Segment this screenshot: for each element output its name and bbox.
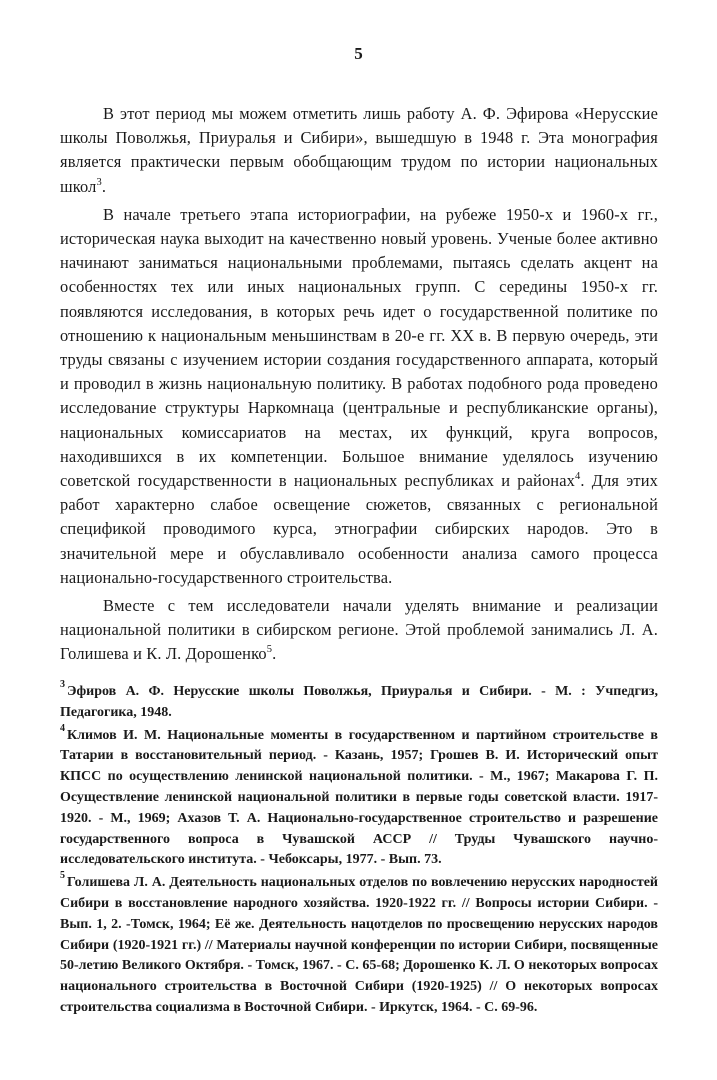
footnote-ref-4[interactable]: 4 — [574, 471, 581, 483]
paragraph-3-tail: . — [272, 644, 277, 664]
paragraph-3-text: Вместе с тем исследователи начали уделять внимание и реализации национальной политики в сибирском регионе. Этой проблемой занимались Л. А. Голишева и К. Л. Дорошенко — [60, 596, 658, 664]
footnote-3 — [60, 679, 658, 724]
footnote-4-text: Климов И. М. Национальные моменты в государственном и партийном строительстве в Татарии в восстановительный период. - Казань, 1957; Грошев В. И. Исторический опыт КПСС по осуществлению ленинской национальной политики. - М., 1967; Макарова Г. П. Осуществление ленинской национальной политики в первые годы советской власти. 1917-1920. - М., 1969; Ахазов Т. А. Национально-государственное строительство и разрешение государственного вопроса в Чувашской АССР // Труды Чувашского научно-исследовательского института. - Чебоксары, 1977. - Вып. 73. — [60, 727, 658, 868]
footnote-ref-5[interactable]: 5 — [266, 644, 273, 656]
main-text — [60, 102, 658, 671]
footnote-ref-3[interactable]: 3 — [96, 176, 102, 188]
footnote-mark-5: 5 — [60, 870, 65, 882]
paragraph-1-text: В этот период мы можем отметить лишь работу А. Ф. Эфирова «Нерусские школы Поволжья, Приуралья и Сибири», вышедшую в 1948 г. Эта монография является практически первым обобщающим трудом по истории национальных школ — [60, 104, 658, 196]
page-number: 5 — [354, 44, 363, 63]
footnotes — [60, 679, 658, 1021]
footnote-4 — [60, 722, 658, 872]
footnote-5 — [60, 870, 658, 1019]
footnote-3-text: Эфиров А. Ф. Нерусские школы Поволжья, Приуралья и Сибири. - М. : Учпедгиз, Педагогика, 1948. — [60, 684, 658, 720]
footnote-mark-4: 4 — [60, 722, 65, 734]
paragraph-1 — [60, 102, 658, 199]
paragraph-2-text: В начале третьего этапа историографии, на рубеже 1950-х и 1960-х гг., историческая наука выходит на качественно новый уровень. Ученые более активно начинают заниматься национальными проблемами, пытаясь сделать акцент на особенностях тех или иных национальных групп. С середины 1950-х гг. появляются исследования, в которых речь идет о государственной политике по отношению к национальным меньшинствам в 20-е гг. XX в. В первую очередь, эти труды связаны с изучением истории создания государственного аппарата, который и проводил в жизнь национальную политику. В работах подобного рода проведено исследование структуры Наркомнаца (центральные и республиканские органы), национальных комиссариатов на местах, их функций, круга вопросов, находившихся в их компетенции. Большое внимание уделялось изучению советской государственности в национальных республиках и районах — [60, 204, 658, 491]
paragraph-2-tail: . Для этих работ характерно слабое освещение сюжетов, связанных с региональной спецификой проводимого курса, этнографии сибирских народов. Это в значительной мере и обуславливало особенности анализа самого процесса национально-государственного строительства. — [60, 471, 658, 587]
paragraph-3 — [60, 594, 658, 667]
paragraph-1-tail: . — [101, 176, 107, 196]
footnote-mark-3: 3 — [60, 679, 65, 690]
footnote-5-text: Голишева Л. А. Деятельность национальных отделов по вовлечению нерусских народностей Сибири в восстановление народного хозяйства. 1920-1922 гг. // Вопросы истории Сибири. - Вып. 1, 2. -Томск, 1964; Её же. Деятельность нацотделов по просвещению нерусских народов Сибири (1920-1921 гг.) // Материалы научной конференции по истории Сибири, посвященные 50-летию Великого Октября. - Томск, 1967. - С. 65-68; Дорошенко К. Л. О некоторых вопросах национального строительства в Восточной Сибири (1920-1925) // О некоторых вопросах строительства социализма в Восточной Сибири. - Иркутск, 1964. - С. 69-96. — [60, 875, 658, 1015]
paragraph-2 — [60, 203, 658, 590]
